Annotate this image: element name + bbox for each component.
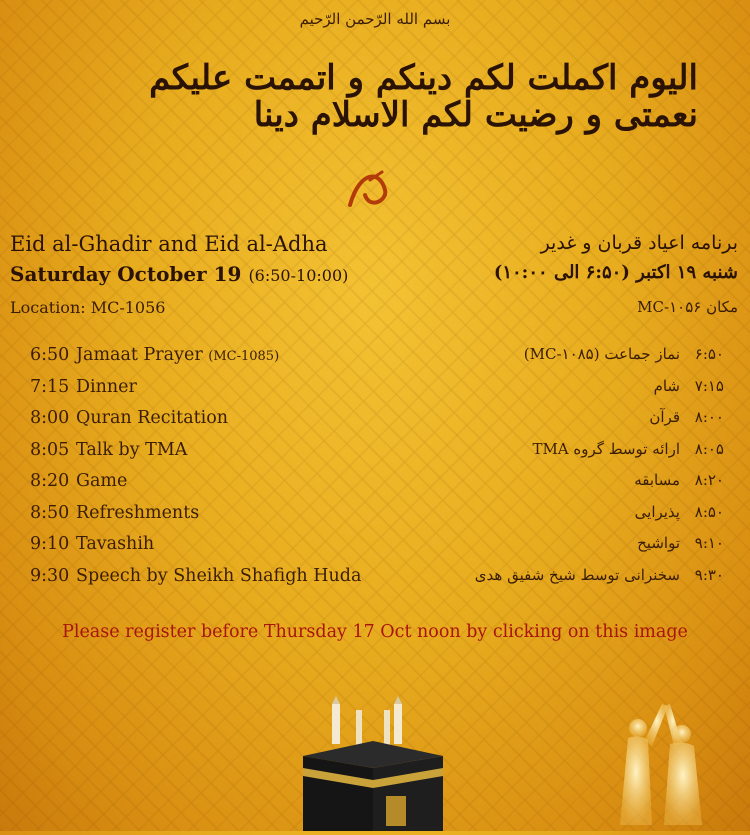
calligraphy-flourish-icon [340, 160, 400, 220]
schedule-row [30, 566, 730, 598]
row-event-fa: مسابقه [634, 471, 680, 489]
register-link[interactable]: Please register before Thursday 17 Oct noon by clicking on this image [62, 622, 688, 642]
schedule-row [30, 503, 730, 535]
row-time-fa: ۸:۰۰ [694, 408, 724, 426]
schedule-row [30, 440, 730, 472]
schedule-row [30, 377, 730, 409]
schedule-row [30, 471, 730, 503]
row-event: Tavashih [76, 534, 155, 554]
quran-verse-calligraphy: الیوم اکملت لکم دینکم و اتممت علیکم نعمتی و رضیت لکم الاسلام دینا [149, 57, 698, 135]
row-time: 6:50 [30, 345, 70, 365]
row-event: Speech by Sheikh Shafigh Huda [76, 565, 362, 586]
event-date-persian: شنبه ۱۹ اکتبر (۶:۵۰ الی ۱۰:۰۰) [493, 262, 738, 283]
time-range-text: (6:50-10:00) [248, 266, 349, 285]
event-date-english [10, 262, 348, 286]
schedule-row [30, 408, 730, 440]
row-event-fa: تواشیح [637, 534, 680, 552]
row-time: 9:30 [30, 565, 70, 586]
event-title-english: Eid al-Ghadir and Eid al-Adha [10, 232, 328, 256]
row-time-fa: ۹:۱۰ [694, 534, 724, 552]
row-time: 8:20 [30, 471, 70, 491]
row-event: Game [76, 471, 128, 491]
schedule-row [30, 345, 730, 377]
row-time-fa: ۹:۳۰ [694, 565, 724, 584]
row-time-fa: ۸:۵۰ [694, 502, 724, 521]
schedule-list [30, 345, 730, 597]
row-event: Refreshments [76, 502, 200, 523]
row-event-fa: شام [653, 376, 680, 395]
schedule-row [30, 534, 730, 566]
row-time-fa: ۸:۲۰ [694, 471, 724, 489]
location-persian: مکان MC-۱۰۵۶ [637, 298, 738, 316]
row-time: 9:10 [30, 534, 70, 554]
row-time: 8:00 [30, 408, 70, 428]
row-event: Quran Recitation [76, 408, 229, 428]
row-event: Talk by TMA [76, 439, 188, 460]
row-event-fa: پذیرایی [634, 502, 680, 521]
location-english: Location: MC-1056 [10, 298, 166, 317]
row-event-fa: نماز جماعت (MC-۱۰۸۵) [523, 345, 680, 363]
row-event-fa: سخنرانی توسط شیخ شفیق هدی [474, 565, 680, 584]
row-time-fa: ۶:۵۰ [694, 345, 724, 363]
row-event: Dinner [76, 376, 137, 397]
kaaba-icon [298, 696, 448, 831]
row-time: 7:15 [30, 376, 70, 397]
event-title-persian: برنامه اعیاد قربان و غدیر [540, 232, 738, 254]
row-time: 8:50 [30, 502, 70, 523]
bismillah-text: بسم الله الرّحمن الرّحیم [299, 10, 451, 28]
row-note: (MC-1085) [208, 349, 280, 364]
row-event-fa: قرآن [649, 408, 680, 426]
row-time: 8:05 [30, 439, 70, 460]
row-time-fa: ۸:۰۵ [694, 439, 724, 458]
row-time-fa: ۷:۱۵ [694, 376, 724, 395]
row-event-fa: ارائه توسط گروه TMA [532, 439, 680, 458]
row-event: Jamaat Prayer [76, 345, 203, 365]
pilgrims-silhouette-icon [590, 690, 730, 825]
date-text: Saturday October 19 [10, 262, 242, 286]
